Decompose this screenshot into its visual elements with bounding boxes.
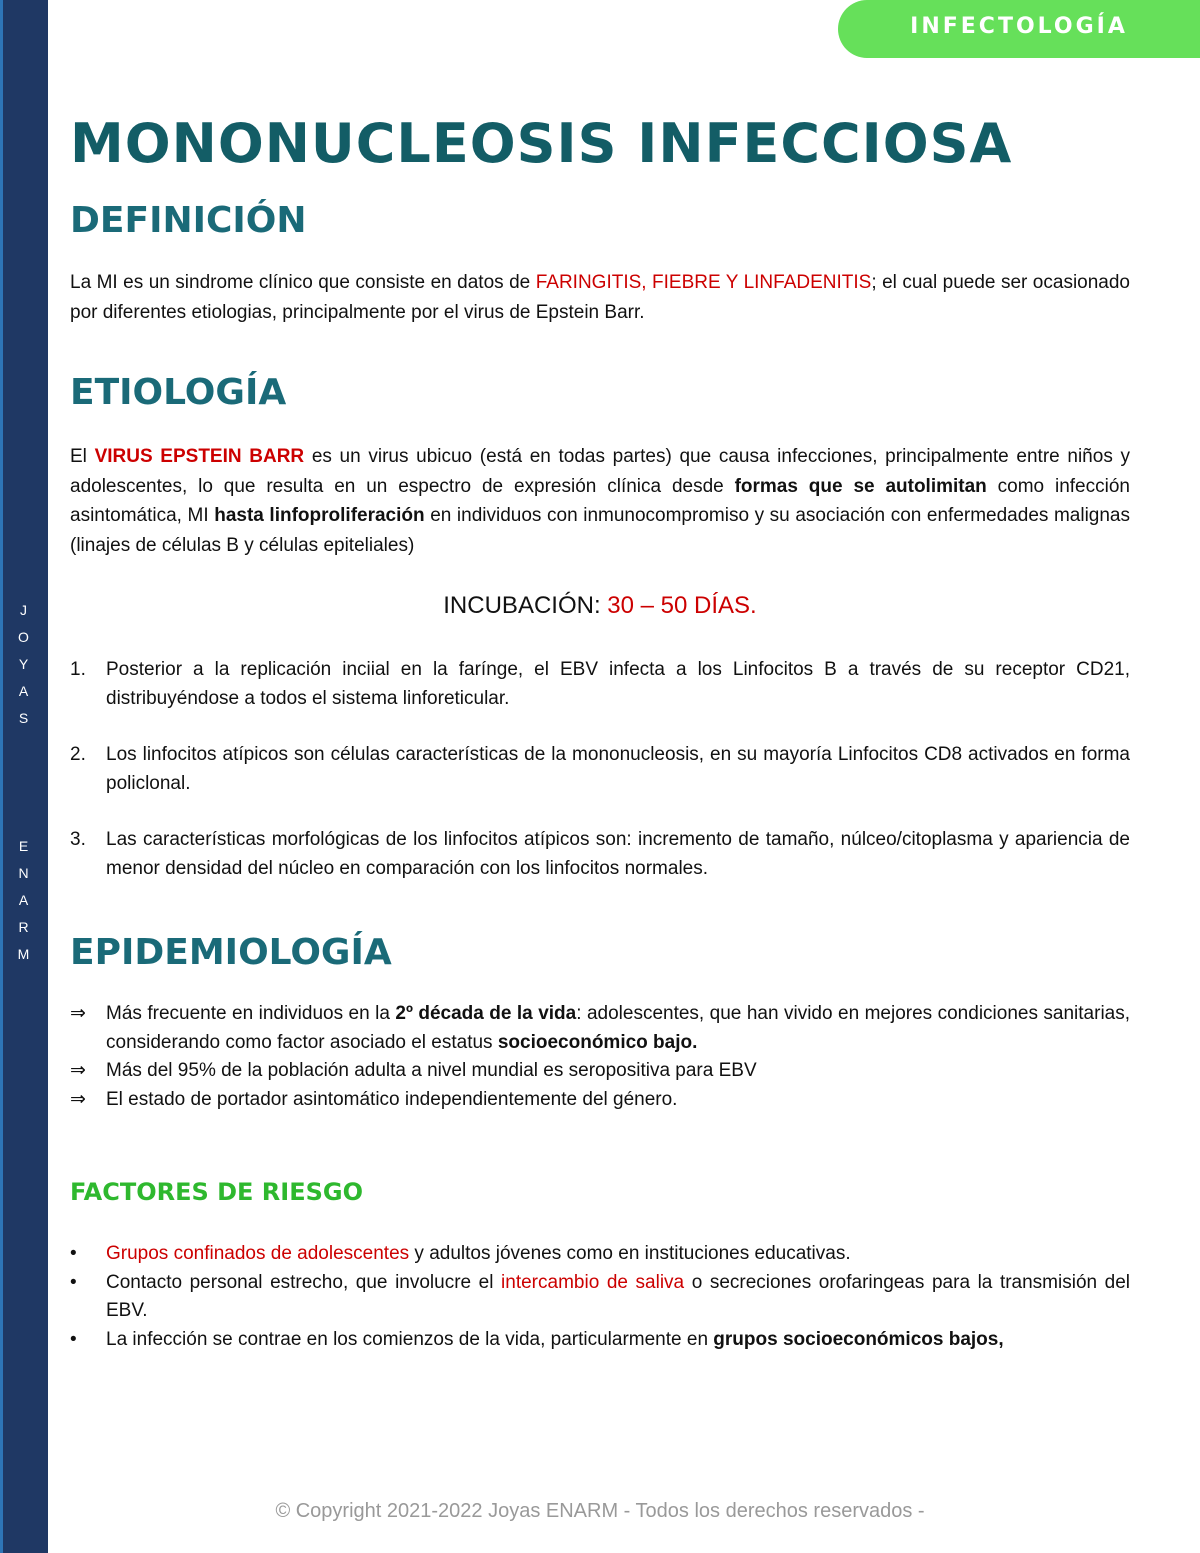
sidebar-letter: A	[18, 892, 30, 908]
text-span: como infección asintomática, MI	[70, 475, 1130, 526]
text-span: es un virus ubicuo (está en todas partes) que causa infecciones, principalmente entre niños y adolescentes, lo que resulta en un espectro de expresión clínica desde	[70, 446, 1130, 497]
page-title: MONONUCLEOSIS INFECCIOSA	[70, 112, 1013, 175]
list-marker: 3.	[70, 829, 86, 850]
sidebar-letter: S	[18, 710, 30, 726]
highlight-text: intercambio de saliva	[501, 1271, 685, 1293]
copyright-footer: © Copyright 2021-2022 Joyas ENARM - Todos los derechos reservados -	[275, 1500, 925, 1522]
highlight-text: VIRUS EPSTEIN BARR	[94, 446, 305, 467]
list-item-text: Posterior a la replicación inciial en la farínge, el EBV infecta a los Linfocitos B a través de su receptor CD21, distribuyéndose a todos el sistema linforeticular.	[106, 659, 1130, 709]
definicion-paragraph	[70, 268, 1130, 327]
text-span: y adultos jóvenes como en instituciones educativas.	[409, 1243, 851, 1264]
etiologia-paragraph	[70, 442, 1130, 560]
etiologia-numbered-list	[70, 656, 1130, 883]
list-item	[70, 826, 1130, 883]
heading-factores-riesgo: FACTORES DE RIESGO	[70, 1178, 363, 1206]
factores-list	[70, 1240, 1130, 1354]
sidebar-letter: N	[18, 865, 30, 881]
incubation-label: INCUBACIÓN:	[443, 592, 608, 619]
list-item-text: Más del 95% de la población adulta a nivel mundial es seropositiva para EBV	[106, 1060, 757, 1081]
list-item	[70, 1240, 1130, 1269]
list-marker: 1.	[70, 659, 86, 680]
text-span: o secreciones orofaringeas para la transmisión del EBV.	[106, 1271, 1131, 1321]
list-marker: 2.	[70, 744, 86, 765]
bullet-icon: •	[70, 1328, 77, 1350]
heading-definicion: DEFINICIÓN	[70, 200, 307, 241]
bold-text: 2º década de la vida	[395, 1003, 577, 1024]
list-item	[70, 656, 1130, 713]
arrow-icon: ⇒	[70, 1060, 86, 1081]
text-span: El	[70, 446, 95, 467]
sidebar-word-enarm	[0, 833, 48, 968]
sidebar-letter: R	[18, 919, 30, 935]
epidemiologia-list	[70, 1000, 1130, 1114]
list-item	[70, 1086, 1130, 1115]
heading-etiologia: ETIOLOGÍA	[70, 372, 287, 413]
text-span: : adolescentes, que han vivido en mejores condiciones sanitarias, considerando como factor asociado el estatus	[106, 1003, 1131, 1053]
list-item-text: Los linfocitos atípicos son células características de la mononucleosis, en su mayoría Linfocitos CD8 activados en forma policlonal.	[106, 744, 1130, 794]
highlight-text: FARINGITIS, FIEBRE Y LINFADENITIS	[535, 272, 872, 293]
sidebar-letter: Y	[18, 656, 30, 672]
list-item	[70, 1269, 1130, 1326]
bold-text: hasta linfoproliferación	[214, 505, 425, 526]
bold-text: grupos socioeconómicos bajos,	[713, 1328, 1004, 1350]
bullet-icon: •	[70, 1271, 77, 1293]
bold-text: socioeconómico bajo.	[497, 1031, 698, 1053]
text-span: Más frecuente en individuos en la	[106, 1003, 396, 1024]
text-span: en individuos con inmunocompromiso y su asociación con enfermedades malignas (linajes de células B y células epiteliales)	[70, 505, 1131, 556]
text-span: Contacto personal estrecho, que involucre el	[106, 1271, 502, 1293]
category-tag	[838, 0, 1200, 58]
bullet-icon: •	[70, 1243, 77, 1264]
text-span: La infección se contrae en los comienzos de la vida, particularmente en	[106, 1328, 714, 1350]
side-bar-edge	[0, 0, 3, 1553]
incubation-value: 30 – 50 DÍAS.	[607, 592, 757, 619]
arrow-icon: ⇒	[70, 1088, 86, 1110]
incubation-line	[0, 592, 1200, 620]
bold-text: formas que se autolimitan	[734, 475, 987, 497]
sidebar-letter: M	[17, 946, 31, 962]
list-item-text: Las características morfológicas de los linfocitos atípicos son: incremento de tamaño, núlceo/citoplasma y apariencia de menor densidad del núcleo en comparación con los linfocitos normales.	[106, 829, 1130, 879]
highlight-text: Grupos confinados de adolescentes	[106, 1243, 410, 1264]
sidebar-letter: J	[20, 602, 28, 618]
sidebar-letter: O	[18, 629, 30, 645]
list-item	[70, 741, 1130, 798]
list-item	[70, 1000, 1130, 1057]
category-tag-label: INFECTOLOGÍA	[910, 14, 1128, 39]
list-item	[70, 1326, 1130, 1355]
heading-epidemiologia: EPIDEMIOLOGÍA	[70, 932, 392, 973]
text-span: La MI es un sindrome clínico que consiste en datos de	[70, 272, 536, 293]
arrow-icon: ⇒	[70, 1003, 86, 1024]
list-item	[70, 1057, 1130, 1086]
sidebar-letter: A	[18, 683, 30, 699]
sidebar-letter: E	[18, 838, 30, 854]
list-item-text: El estado de portador asintomático independientemente del género.	[106, 1088, 678, 1110]
side-bar	[0, 0, 48, 1553]
text-span: ; el cual puede ser ocasionado por diferentes etiologias, principalmente por el virus de Epstein Barr.	[70, 272, 1130, 323]
